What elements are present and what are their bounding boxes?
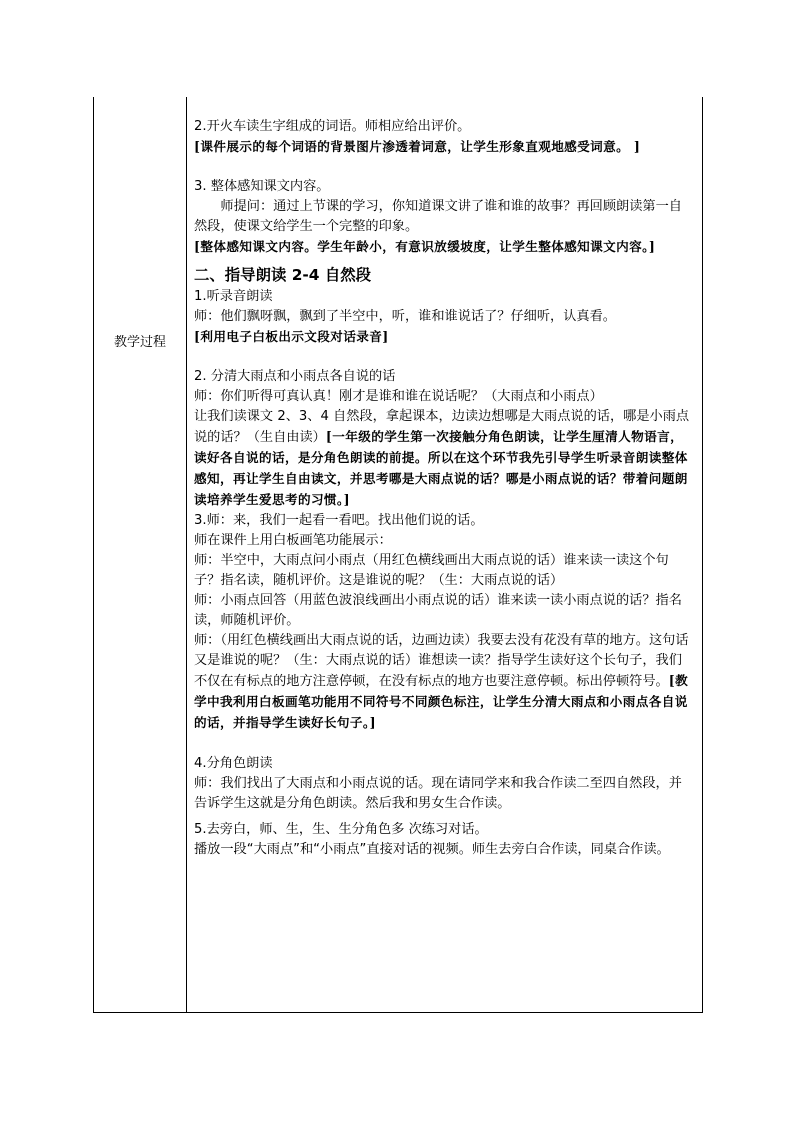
sub-3-text-2: 师：小雨点回答（用蓝色波浪线画出小雨点说的话）谁来读一读小雨点说的话？指名读，师随机评价。 bbox=[194, 593, 682, 628]
content-cell bbox=[194, 117, 694, 860]
section-heading: 二、指导朗读 2-4 自然段 bbox=[194, 266, 372, 284]
note-2: [整体感知课文内容。学生年龄小，有意识放缓坡度，让学生整体感知课文内容。] bbox=[194, 239, 656, 254]
step-3-title: 3. 整体感知课文内容。 bbox=[194, 179, 330, 194]
sub-3-intro: 师在课件上用白板画笔功能展示： bbox=[194, 533, 392, 548]
sub-3-title: 3.师：来，我们一起看一看吧。找出他们说的话。 bbox=[194, 513, 484, 528]
sub-4-title: 4.分角色朗读 bbox=[194, 756, 273, 771]
sub-2-para bbox=[194, 407, 694, 511]
sub-1-text: 师：他们飘呀飘，飘到了半空中，听，谁和谁说话了？仔细听，认真看。 bbox=[194, 309, 616, 324]
sub-3-text-1: 师：半空中，大雨点问小雨点（用红色横线画出大雨点说的话）谁来读一读这个句子？指名读，随机评价。这是谁说的呢？（生：大雨点说的话） bbox=[194, 553, 669, 588]
row-label: 教学过程 bbox=[113, 335, 166, 350]
lesson-table bbox=[93, 97, 703, 1013]
sub-3-para bbox=[194, 631, 694, 734]
teacher-question: 师提问：通过上节课的学习，你知道课文讲了谁和谁的故事？再回顾朗读第一自然段，使课文给学生一个完整的印象。 bbox=[194, 199, 682, 234]
sub-4-text: 师：我们找出了大雨点和小雨点说的话。现在请同学来和我合作读二至四自然段，并告诉学生这就是分角色朗读。然后我和男女生合作读。 bbox=[194, 776, 682, 811]
sub-3-para-text: 师：（用红色横线画出大雨点说的话，边画边读）我要去没有花没有草的地方。这句话又是谁说的呢？（生：大雨点说的话）谁想读一读？指导学生读好这个长句子，我们不仅在有标点的地方注意停顿，在没有标点的地方也要注意停顿。标出停顿符号。 bbox=[194, 633, 689, 689]
sub-1-title: 1.听录音朗读 bbox=[194, 289, 273, 304]
note-5: [教学中我利用白板画笔功能用不同符号不同颜色标注，让学生分清大雨点和小雨点各自说的话，并指导学生读好长句子。] bbox=[194, 673, 689, 730]
sub-2-text: 师：你们听得可真认真！刚才是谁和谁在说话呢？（大雨点和小雨点） bbox=[194, 389, 603, 404]
step-2-title: 2.开火车读生字组成的词语。师相应给出评价。 bbox=[194, 119, 471, 134]
sub-5-text: 播放一段“大雨点”和“小雨点”直接对话的视频。师生去旁白合作读，同桌合作读。 bbox=[194, 842, 670, 857]
sub-2-title: 2. 分清大雨点和小雨点各自说的话 bbox=[194, 369, 396, 384]
sub-2-para-text: 让我们读课文 2、3、4 自然段，拿起课本，边读边想哪是大雨点说的话，哪是小雨点说的话？（生自由读） bbox=[194, 409, 690, 445]
sub-5-title: 5.去旁白，师、生，生、生分角色多 次练习对话。 bbox=[194, 822, 488, 837]
note-3: [利用电子白板出示文段对话录音] bbox=[194, 329, 389, 344]
column-divider bbox=[186, 97, 187, 1012]
note-1: [课件展示的每个词语的背景图片渗透着词意，让学生形象直观地感受词意。 ] bbox=[194, 139, 641, 154]
note-4: [一年级的学生第一次接触分角色朗读，让学生厘清人物语言，读好各自说的话，是分角色朗读的前提。所以在这个环节我先引导学生听录音朗读整体感知，再让学生自由读文，并思考哪是大雨点说的话？哪是小雨点说的话？带着问题朗读培养学生爱思考的习惯。] bbox=[194, 429, 688, 507]
